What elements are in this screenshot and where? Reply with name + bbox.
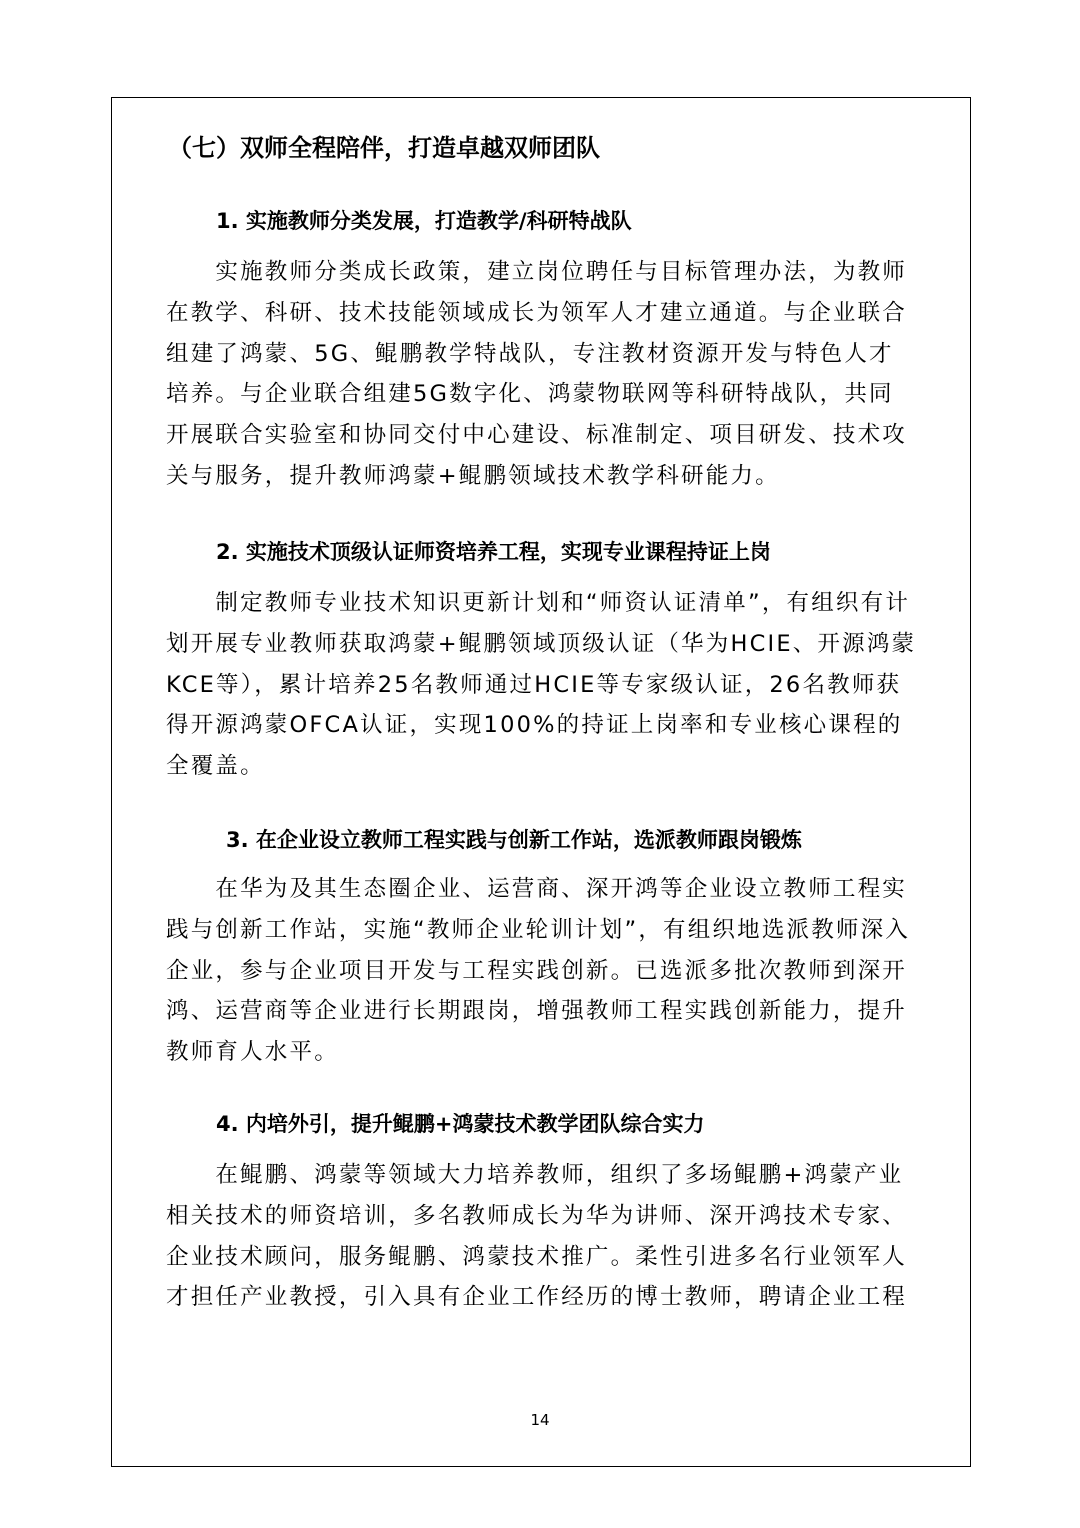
paragraph-line: 得开源鸿蒙OFCA认证，实现100%的持证上岗率和专业核心课程的 [166, 712, 903, 739]
subsection-1-paragraph [166, 252, 926, 497]
paragraph-line: 教师育人水平。 [166, 1039, 339, 1066]
paragraph-line: 践与创新工作站，实施“教师企业轮训计划”，有组织地选派教师深入 [166, 916, 911, 943]
section-title: （七）双师全程陪伴，打造卓越双师团队 [168, 134, 600, 162]
paragraph-line: 培养。与企业联合组建5G数字化、鸿蒙物联网等科研特战队，共同 [166, 381, 894, 408]
paragraph-line: 开展联合实验室和协同交付中心建设、标准制定、项目研发、技术攻 [166, 422, 908, 449]
subsection-3-paragraph [166, 869, 926, 1073]
paragraph-line: 鸿、运营商等企业进行长期跟岗，增强教师工程实践创新能力，提升 [166, 998, 908, 1025]
paragraph-line: 在华为及其生态圈企业、运营商、深开鸿等企业设立教师工程实 [166, 876, 908, 902]
paragraph-line: 在教学、科研、技术技能领域成长为领军人才建立通道。与企业联合 [166, 299, 908, 326]
page-number: 14 [530, 1411, 550, 1429]
paragraph-line: 企业，参与企业项目开发与工程实践创新。已选派多批次教师到深开 [166, 957, 908, 984]
subsection-3-heading: 3. 在企业设立教师工程实践与创新工作站，选派教师跟岗锻炼 [226, 828, 802, 852]
paragraph-line: 划开展专业教师获取鸿蒙+鲲鹏领域顶级认证（华为HCIE、开源鸿蒙 [166, 630, 917, 657]
paragraph-line: 才担任产业教授，引入具有企业工作经历的博士教师，聘请企业工程 [166, 1284, 908, 1311]
paragraph-line: 在鲲鹏、鸿蒙等领域大力培养教师，组织了多场鲲鹏+鸿蒙产业 [166, 1162, 904, 1188]
subsection-2-paragraph [166, 583, 926, 787]
subsection-4-heading: 4. 内培外引，提升鲲鹏+鸿蒙技术教学团队综合实力 [216, 1112, 705, 1136]
paragraph-line: KCE等），累计培养25名教师通过HCIE等专家级认证，26名教师获 [166, 671, 902, 698]
paragraph-line: 企业技术顾问，服务鲲鹏、鸿蒙技术推广。柔性引进多名行业领军人 [166, 1243, 908, 1270]
paragraph-line: 组建了鸿蒙、5G、鲲鹏教学特战队，专注教材资源开发与特色人才 [166, 340, 894, 367]
paragraph-line: 相关技术的师资培训，多名教师成长为华为讲师、深开鸿技术专家、 [166, 1202, 908, 1229]
paragraph-line: 制定教师专业技术知识更新计划和“师资认证清单”，有组织有计 [166, 590, 911, 616]
subsection-1-heading: 1. 实施教师分类发展，打造教学/科研特战队 [216, 209, 632, 233]
paragraph-line: 全覆盖。 [166, 753, 265, 780]
subsection-2-heading: 2. 实施技术顶级认证师资培养工程，实现专业课程持证上岗 [216, 540, 771, 564]
subsection-4-paragraph [166, 1155, 926, 1318]
paragraph-line: 实施教师分类成长政策，建立岗位聘任与目标管理办法，为教师 [166, 259, 908, 285]
paragraph-line: 关与服务，提升教师鸿蒙+鲲鹏领域技术教学科研能力。 [166, 462, 780, 489]
